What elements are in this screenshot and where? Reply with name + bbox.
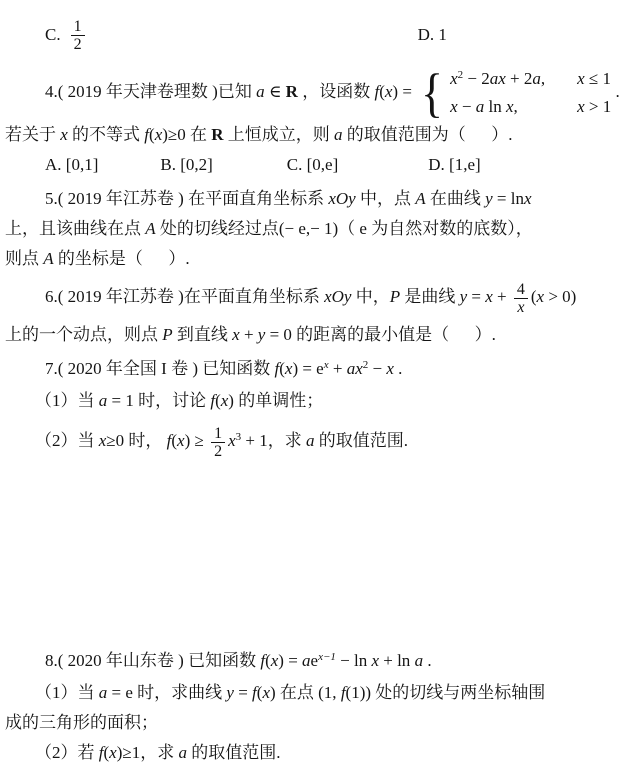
fraction-denominator: 2	[214, 442, 223, 460]
case-2-condition: x > 1	[577, 97, 612, 117]
option-c-label: C.	[45, 25, 61, 44]
q4-condition-text: 若关于 x 的不等式 f(x)≥0 在 R 上恒成立，则 a 的取值范围为（ ）.	[5, 125, 513, 144]
fraction-numerator: 1	[211, 425, 225, 443]
fraction-denominator: x	[517, 298, 525, 316]
left-brace: {	[421, 63, 444, 124]
question-6-line-1	[5, 274, 616, 320]
q8-part1-text-1: （1）当 a = e 时，求曲线 y = f(x) 在点 (1, f(1)) 处的切线与两坐标轴围	[35, 683, 546, 702]
question-8-intro-line	[5, 646, 616, 678]
q5-text-2: 上，且该曲线在点 A 处的切线经过点(− e,− 1)（ e 为自然对数的底数），	[5, 219, 533, 238]
q7-part1-text: （1）当 a = 1 时，讨论 f(x) 的单调性；	[35, 391, 324, 410]
option-c: C. [0,e]	[286, 155, 339, 174]
q7-part2-text-post: $x^3 + 1$，求 a 的取值范围.	[228, 431, 408, 450]
question-7-intro-line	[5, 354, 616, 386]
case-1-expression: $x^2 - 2ax + 2a$,	[450, 69, 546, 89]
question-8-part-1-line-2	[5, 708, 616, 738]
q5-text-3: 则点 A 的坐标是（ ）.	[5, 249, 190, 268]
q7-part2-text-pre: （2）当 x≥0 时， f(x) ≥	[35, 431, 209, 450]
q8-intro-text: 8.( 2020 年山东卷 ) 已知函数 $f(x) = ae^{x-1} - \ln x + \ln a$ .	[45, 651, 432, 670]
option-d: D. 1	[417, 25, 447, 44]
case-2-expression: x − a ln x,	[450, 97, 518, 117]
question-7-part-1-line	[5, 386, 616, 416]
q5-text-1: 5.( 2019 年江苏卷 ) 在平面直角坐标系 xOy 中，点 A 在曲线 y = lnx	[45, 189, 532, 208]
q6-text-2: 上的一个动点，则点 P 到直线 x + y = 0 的距离的最小值是（ ）.	[5, 325, 496, 344]
question-4-options-row	[5, 150, 616, 180]
case-1-condition: x ≤ 1	[577, 69, 611, 89]
q6-text-post: (x > 0)	[530, 287, 577, 306]
question-4-intro-line	[5, 63, 620, 124]
piecewise-rows	[450, 68, 611, 118]
fraction-numerator: 1	[71, 18, 85, 36]
q8-part1-text-2: 成的三角形的面积；	[5, 713, 158, 732]
option-b: B. [0,2]	[160, 155, 213, 174]
q6-text-pre: 6.( 2019 年江苏卷 )在平面直角坐标系 xOy 中，P 是曲线 y = x +	[45, 287, 511, 306]
fraction-one-half	[211, 425, 225, 460]
question-5-line-2	[5, 214, 616, 244]
q4-formula-period: .	[611, 82, 620, 101]
fraction-four-over-x	[514, 281, 528, 316]
question-6-line-2	[5, 320, 616, 350]
question-4-condition-line	[5, 120, 616, 150]
prev-question-options-row	[5, 10, 616, 60]
question-7-part-2-line	[5, 416, 616, 468]
q4-intro-text: 4.( 2019 年天津卷理数 )已知 a ∈ R ，设函数 f(x) =	[45, 82, 417, 101]
question-5-line-1	[5, 184, 616, 214]
question-8-part-1-line-1	[5, 678, 616, 708]
blank-region	[5, 468, 616, 646]
fraction-one-half	[71, 18, 85, 53]
fraction-numerator: 4	[514, 281, 528, 299]
option-d: D. [1,e]	[428, 155, 481, 174]
fraction-denominator: 2	[73, 35, 82, 53]
option-a: A. [0,1]	[45, 155, 99, 174]
question-5-line-3	[5, 244, 616, 274]
piecewise-function	[419, 63, 612, 124]
option-c	[45, 18, 88, 53]
q7-intro-text: 7.( 2020 年全国 I 卷 ) 已知函数 $f(x) = e^x + ax^2 - x$ .	[45, 359, 403, 378]
q8-part2-text: （2）若 f(x)≥1，求 a 的取值范围.	[35, 743, 281, 762]
